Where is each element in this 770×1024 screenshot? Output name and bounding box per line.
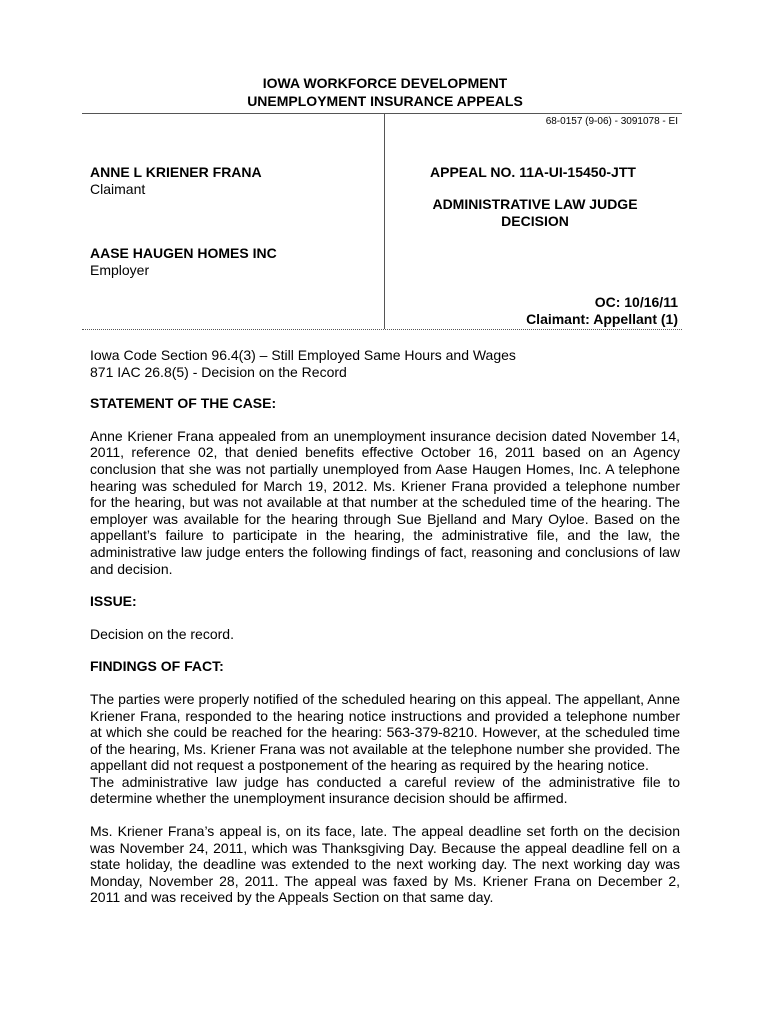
- oc-date: OC: 10/16/11: [594, 294, 678, 310]
- caption-divider: [384, 113, 385, 329]
- employer-role: Employer: [90, 262, 150, 278]
- appeal-number: APPEAL NO. 11A-UI-15450-JTT: [430, 164, 636, 180]
- claimant-block: [90, 164, 262, 198]
- claimant-name: ANNE L KRIENER FRANA: [90, 164, 262, 180]
- findings-paragraph-2: The administrative law judge has conducted a careful review of the administrative file to determine whether the unemployment insurance decision should be affirmed.: [90, 773, 680, 807]
- decision-title-line2: DECISION: [501, 213, 569, 229]
- citations: [90, 347, 680, 380]
- claimant-appellant-status: Claimant: Appellant (1): [526, 311, 678, 327]
- citation-line-1: Iowa Code Section 96.4(3) – Still Employed Same Hours and Wages: [90, 347, 516, 363]
- employer-block: [90, 245, 277, 279]
- form-number: 68-0157 (9-06) - 3091078 - EI: [545, 116, 678, 127]
- caption-bottom-rule: [82, 329, 682, 330]
- agency-division: UNEMPLOYMENT INSURANCE APPEALS: [247, 93, 523, 109]
- issue-paragraph: Decision on the record.: [90, 625, 234, 642]
- case-status: [526, 294, 678, 328]
- statement-heading: STATEMENT OF THE CASE:: [90, 395, 277, 412]
- decision-body: [90, 347, 680, 922]
- agency-name: IOWA WORKFORCE DEVELOPMENT: [262, 75, 508, 91]
- findings-paragraph-1: The parties were properly notified of the scheduled hearing on this appeal. The appellant, Anne Kriener Frana, responded to the hearing notice instructions and provided a telephone number at which she could be reached for the hearing: 563-379-8210. However, at the scheduled time of the hearing, Ms. Kriener Frana was not available at the telephone number she provided. The appellant did not request a postponement of the hearing as required by the hearing notice.: [90, 690, 680, 774]
- header-rule: [82, 113, 682, 114]
- employer-name: AASE HAUGEN HOMES INC: [90, 245, 277, 261]
- decision-title: [400, 196, 670, 230]
- findings-heading: FINDINGS OF FACT:: [90, 658, 224, 675]
- citation-line-2: 871 IAC 26.8(5) - Decision on the Record: [90, 363, 347, 380]
- decision-title-line1: ADMINISTRATIVE LAW JUDGE: [432, 196, 638, 212]
- claimant-role: Claimant: [90, 181, 146, 197]
- issue-heading: ISSUE:: [90, 593, 137, 610]
- statement-paragraph: Anne Kriener Frana appealed from an unemployment insurance decision dated November 14, 2011, reference 02, that denied benefits effective October 16, 2011 based on an Agency conclusion that she was not partially unemployed from Aase Haugen Homes, Inc. A telephone hearing was scheduled for March 19, 2012. Ms. Kriener Frana provided a telephone number for the hearing, but was not available at that number at the scheduled time of the hearing. The employer was available for the hearing through Sue Bjelland and Mary Oyloe. Based on the appellant’s failure to participate in the hearing, the administrative file, and the law, the administrative law judge enters the following findings of fact, reasoning and conclusions of law and decision.: [90, 427, 680, 577]
- findings-paragraph-3: Ms. Kriener Frana’s appeal is, on its face, late. The appeal deadline set forth on the decision was November 24, 2011, which was Thanksgiving Day. Because the appeal deadline fell on a state holiday, the deadline was extended to the next working day. The next working day was Monday, November 28, 2011. The appeal was faxed by Ms. Kriener Frana on December 2, 2011 and was received by the Appeals Section on that same day.: [90, 823, 680, 906]
